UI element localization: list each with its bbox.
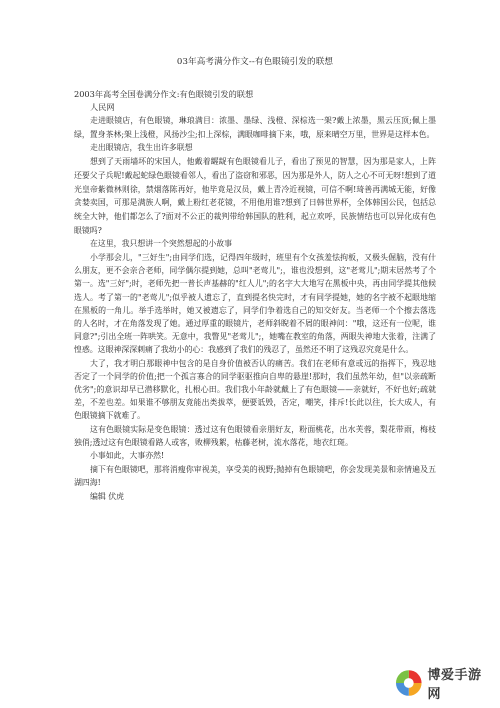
article (74, 56, 436, 504)
editor-credit: 编辑 伏虎 (90, 492, 125, 502)
site-logo-icon (394, 668, 424, 698)
paragraph: 小学那会儿，"三好生";由同学们选，记得四年级时，班里有个女孩羞怯拘板，又极头倔脑，没有什么朋友，更不会亲合老师，同学偶尔提到她，总叫"老莺儿";，谁也没想到，这"老莺儿";期末居然考了个第一。选"三好";时，老师先把一普长声基赫的"红人儿";的名字大大地写在黑板中央，再由同学提其他候选人。考了第一的"老莺儿";似乎被人遗忘了，直到提名快完时，才有同学提她，她的名字被不起眼地缩在黑板的一角儿。举手选举时，她又被遗忘了，同学们争着选自己的知交好友。当老师一个个擦去落选的人名时，才在角落发现了她。通过厚重的眼镜片，老师斜睨着不屑的眼神问："哦，这还有一位呢，谁同意?";引出全班一阵哄笑。无意中，我瞥见"老莺儿";，她嘴在教室的角落，两眼失神地大张着，注满了惶惑。这眼神深深刺痛了我幼小的心：我感到了我们的残忍了，虽然还不明了这残忍究竟是什么。 (74, 253, 436, 355)
paragraph: 想到了天雨墙坏的宋国人，他戴着龌龊有色眼镜看儿子，看出了预见的智慧，因为那是家人，上阵还要父子兵呢!戴起蛇绿色眼镜看邻人，看出了盗窃和邪恶，因为那是外人，防人之心不可无呀!想到了道光皇帝紫微林则徐，禁烟落陈再好，他毕竟是汉员，戴上青冷近视镜，可信不啊!琦善再满城无能，好像贪婪卖国，可那是满族人啊，戴上粉红老花镜，不用他用谁?想到了日韩世界杯，全体韩国公民，包括总统全大钟，他们都怎么了?面对不公正的裁判带给韩国队的胜利，起立欢呼，民族情结也可以异化成有色眼镜吗? (74, 157, 436, 235)
paragraph: 这有色眼镜实际是变色眼镜：透过这有色眼镜看亲朋好友，粉面桃花，出水芙蓉，梨花带雨，梅枝独俏;透过这有色眼镜看路人或客，败柳残絮，枯藤老树，流水落花，地衣红斑。 (74, 424, 436, 447)
page-title: 03年高考满分作文--有色眼镜引发的联想 (176, 57, 334, 67)
paragraph: 在这里，我只想讲一个突然想起的小故事 (90, 239, 233, 249)
article-subtitle: 2003年高考全国卷满分作文:有色眼镜引发的联想 (74, 89, 254, 99)
paragraph: 走出眼镜店，我生出许多联想 (90, 143, 193, 153)
paragraph: 小事如此，大事亦然! (90, 451, 165, 461)
paragraph: 走进眼镜店，有色眼镜，琳琅满目：浓墨、墨绿、浅橙、深棕选一架?戴上浓墨，黑云压顶;佩上墨绿，置身茶林;架上浅橙，风扬沙尘;扣上深棕，满眼咖啡摘下来，哦，原来晴空万里，世界是这样本色。 (74, 116, 436, 139)
paragraph: 大了，我才明白那眼神中包含的是自身价值被否认的痛苦。我们在老师有意或远的指挥下，残忍地否定了一个同学的价值;把一个孤言寡合的同学驱驱推向自卑的悬崖!那时，我们虽然年幼，但"以亲疏断优劣";的意识却早已潜移默化，扎根心田。我们我小年龄就戴上了有色眼镜——亲就好，不好也好;疏就差，不差也差。如果谁不够朋友竟能出类拔萃，便要诋毁，否定，嘲笑，排斥!长此以往，长大成人，有色眼镜摘下就难了。 (74, 358, 436, 421)
article-source: 人民网 (90, 102, 115, 112)
paragraph: 摘下有色眼镜吧，那将消瘦你审视美，享受美的视野;抛掉有色眼镜吧，你会发现美景和亲情遍及五湖四海! (74, 464, 436, 488)
watermark (394, 666, 494, 700)
watermark-text: 博爱手游网 (427, 668, 482, 702)
